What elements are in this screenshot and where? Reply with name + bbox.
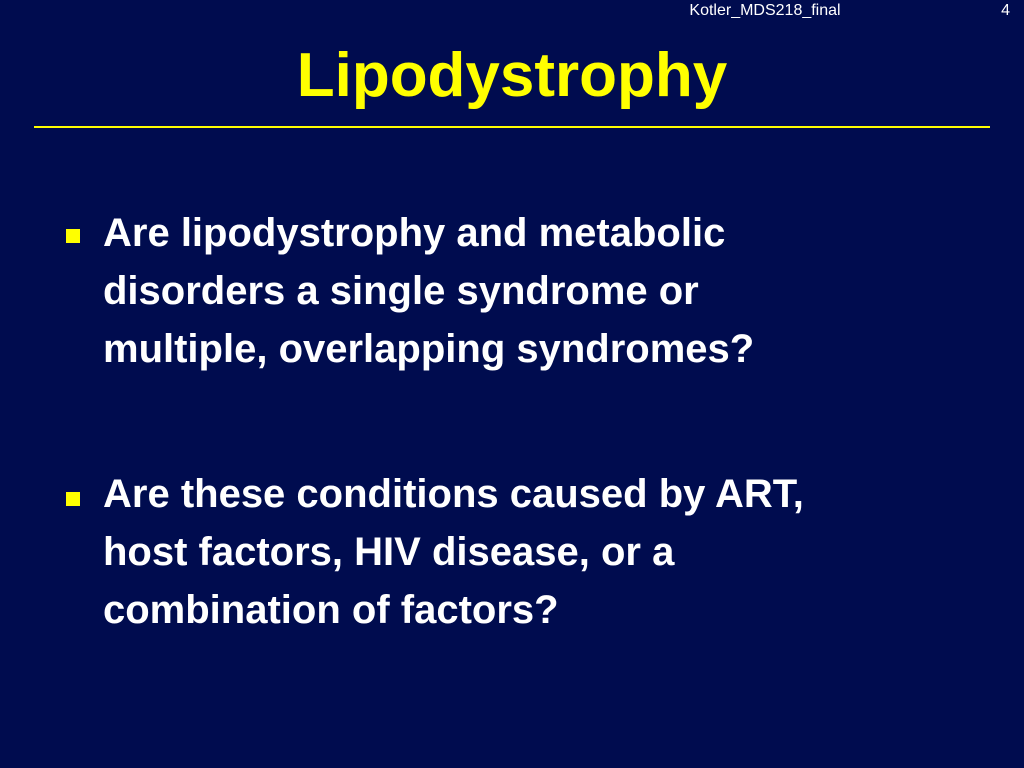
header-label: Kotler_MDS218_final bbox=[689, 2, 841, 19]
bullet-line: multiple, overlapping syndromes? bbox=[103, 327, 755, 371]
bullet-line: host factors, HIV disease, or a bbox=[103, 530, 675, 574]
slide-title: Lipodystrophy bbox=[296, 41, 728, 110]
square-bullet-icon bbox=[66, 229, 80, 243]
bullet-text bbox=[103, 204, 943, 378]
bullet-line: combination of factors? bbox=[103, 588, 559, 632]
bullet-line: Are lipodystrophy and metabolic bbox=[103, 211, 726, 255]
square-bullet-icon bbox=[66, 492, 80, 506]
slide-number: 4 bbox=[1001, 2, 1010, 19]
bullet-line: Are these conditions caused by ART, bbox=[103, 472, 804, 516]
title-divider bbox=[34, 126, 990, 128]
bullet-text bbox=[103, 465, 943, 639]
bullet-line: disorders a single syndrome or bbox=[103, 269, 699, 313]
